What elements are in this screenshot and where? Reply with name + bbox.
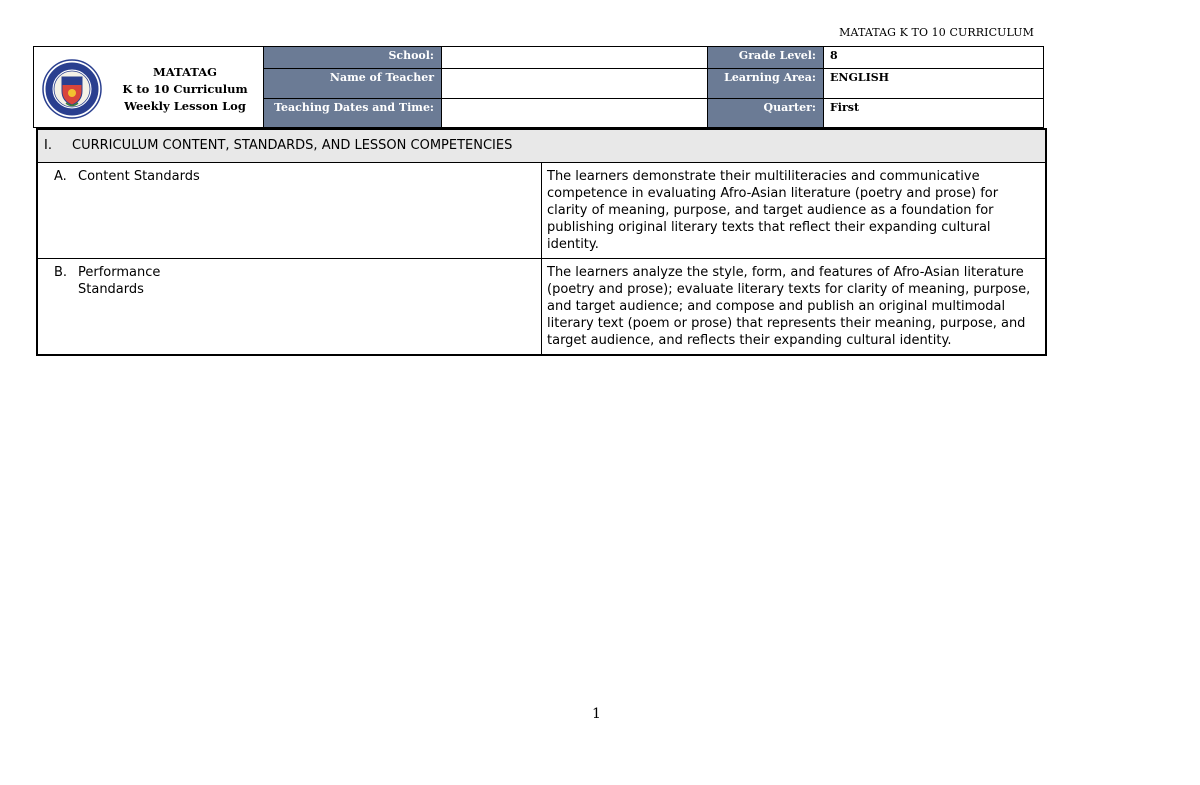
content-standards-label: [37, 162, 542, 258]
deped-seal-icon: [42, 59, 102, 119]
grade-level-label: Grade Level:: [708, 47, 824, 69]
quarter-value[interactable]: First: [824, 98, 1044, 127]
table-row: [37, 258, 1046, 355]
row-letter: A.: [54, 168, 67, 184]
lesson-log-header: [33, 46, 1044, 128]
performance-standards-label: [37, 258, 542, 355]
document-label: MATATAG K TO 10 CURRICULUM: [839, 26, 1034, 39]
teaching-dates-label: Teaching Dates and Time:: [264, 98, 442, 127]
page-number: 1: [592, 706, 601, 722]
table-row: [37, 162, 1046, 258]
grade-level-value[interactable]: 8: [824, 47, 1044, 69]
teacher-label: Name of Teacher: [264, 69, 442, 98]
quarter-label: Quarter:: [708, 98, 824, 127]
brand-line-3: Weekly Lesson Log: [124, 99, 246, 113]
row-label-text: Performance Standards: [78, 264, 161, 297]
teaching-dates-field[interactable]: [442, 98, 708, 127]
learning-area-label: Learning Area:: [708, 69, 824, 98]
content-standards-text: The learners demonstrate their multiliteracies and communicative competence in evaluating Afro-Asian literature (poetry and prose) for clarity of meaning, purpose, and target audience as a foundation for publishing original literary texts that reflect their expanding cultural identity.: [542, 162, 1047, 258]
school-label: School:: [264, 47, 442, 69]
brand-line-2: K to 10 Curriculum: [122, 82, 248, 96]
learning-area-value[interactable]: ENGLISH: [824, 69, 1044, 98]
brand-title: [110, 64, 260, 115]
brand-cell: [34, 47, 264, 128]
row-letter: B.: [54, 264, 68, 280]
performance-standards-text: The learners analyze the style, form, and features of Afro-Asian literature (poetry and prose); evaluate literary texts for clarity of meaning, purpose, and target audience; and compose and publish an original multimodal literary text (poem or prose) that represents their meaning, purpose, and target audience, and reflects their expanding cultural identity.: [542, 258, 1047, 355]
section-number: I.: [44, 138, 52, 153]
section-heading: [37, 129, 1046, 162]
section-title: CURRICULUM CONTENT, STANDARDS, AND LESSON COMPETENCIES: [72, 138, 513, 153]
teacher-field[interactable]: [442, 69, 708, 98]
school-field[interactable]: [442, 47, 708, 69]
row-label-text: Content Standards: [78, 168, 200, 184]
curriculum-section-table: [36, 128, 1047, 356]
brand-line-1: MATATAG: [153, 65, 217, 79]
